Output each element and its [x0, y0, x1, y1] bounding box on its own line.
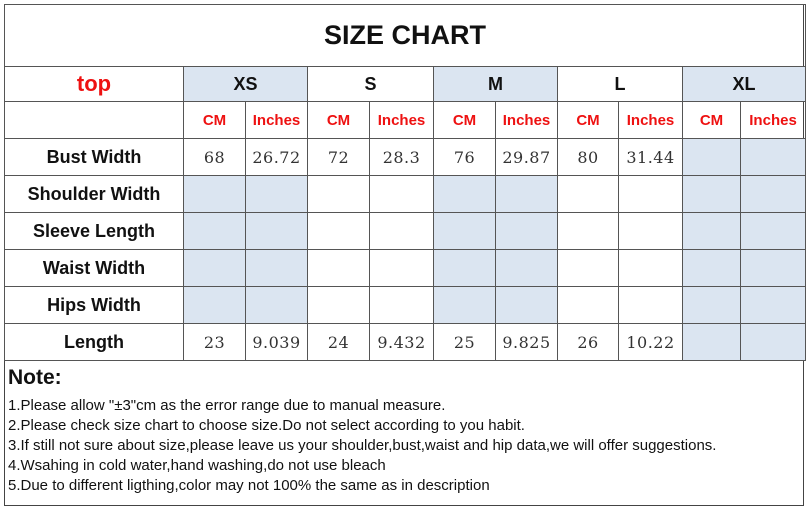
value-cell — [496, 176, 558, 213]
value-cell — [434, 250, 496, 287]
value-cell: 31.44 — [619, 139, 683, 176]
size-header-xs: XS — [184, 67, 308, 102]
unit-cm: CM — [683, 102, 741, 139]
value-cell — [496, 213, 558, 250]
value-cell: 28.3 — [370, 139, 434, 176]
value-cell — [246, 250, 308, 287]
value-cell: 9.432 — [370, 324, 434, 361]
value-cell: 24 — [308, 324, 370, 361]
value-cell — [619, 250, 683, 287]
value-cell: 80 — [558, 139, 619, 176]
unit-cm: CM — [558, 102, 619, 139]
row-label: Length — [5, 324, 184, 361]
value-cell — [184, 176, 246, 213]
value-cell — [741, 139, 806, 176]
value-cell — [496, 287, 558, 324]
unit-cm: CM — [184, 102, 246, 139]
row-label: Bust Width — [5, 139, 184, 176]
row-label: Waist Width — [5, 250, 184, 287]
value-cell — [619, 213, 683, 250]
unit-cm: CM — [308, 102, 370, 139]
unit-inches: Inches — [246, 102, 308, 139]
note-line: 3.If still not sure about size,please leave us your shoulder,bust,waist and hip data,we will offer suggestions. — [8, 437, 717, 454]
value-cell — [558, 213, 619, 250]
unit-cm: CM — [434, 102, 496, 139]
size-header-m: M — [434, 67, 558, 102]
value-cell: 9.825 — [496, 324, 558, 361]
waist-width-row — [5, 250, 806, 287]
value-cell — [370, 176, 434, 213]
value-cell — [184, 287, 246, 324]
unit-inches: Inches — [370, 102, 434, 139]
value-cell — [496, 250, 558, 287]
value-cell — [683, 176, 741, 213]
value-cell: 29.87 — [496, 139, 558, 176]
sleeve-length-row — [5, 213, 806, 250]
value-cell — [246, 176, 308, 213]
value-cell: 68 — [184, 139, 246, 176]
value-cell — [558, 250, 619, 287]
value-cell — [683, 287, 741, 324]
value-cell — [370, 250, 434, 287]
row-label: Shoulder Width — [5, 176, 184, 213]
value-cell — [184, 250, 246, 287]
chart-title: SIZE CHART — [5, 5, 806, 67]
value-cell — [558, 176, 619, 213]
size-header-l: L — [558, 67, 683, 102]
note-line: 1.Please allow "±3"cm as the error range due to manual measure. — [8, 397, 446, 414]
value-cell — [683, 139, 741, 176]
shoulder-width-row — [5, 176, 806, 213]
value-cell: 72 — [308, 139, 370, 176]
value-cell — [434, 176, 496, 213]
value-cell — [370, 287, 434, 324]
value-cell — [370, 213, 434, 250]
value-cell: 26.72 — [246, 139, 308, 176]
value-cell — [683, 250, 741, 287]
value-cell — [184, 213, 246, 250]
unit-inches: Inches — [496, 102, 558, 139]
size-header-s: S — [308, 67, 434, 102]
corner-label: top — [5, 67, 184, 102]
value-cell — [619, 287, 683, 324]
unit-inches: Inches — [619, 102, 683, 139]
value-cell — [619, 176, 683, 213]
value-cell — [308, 213, 370, 250]
value-cell: 23 — [184, 324, 246, 361]
value-cell: 76 — [434, 139, 496, 176]
notes-section — [8, 364, 798, 496]
value-cell: 9.039 — [246, 324, 308, 361]
value-cell — [246, 213, 308, 250]
size-header-xl: XL — [683, 67, 806, 102]
value-cell — [308, 250, 370, 287]
value-cell — [683, 324, 741, 361]
notes-heading: Note: — [8, 366, 62, 389]
note-line: 5.Due to different ligthing,color may not 100% the same as in description — [8, 477, 490, 494]
value-cell: 26 — [558, 324, 619, 361]
value-cell — [308, 287, 370, 324]
size-chart-table — [4, 4, 806, 361]
hips-width-row — [5, 287, 806, 324]
value-cell — [246, 287, 308, 324]
length-row — [5, 324, 806, 361]
value-cell — [434, 287, 496, 324]
value-cell — [683, 213, 741, 250]
value-cell — [434, 213, 496, 250]
value-cell: 10.22 — [619, 324, 683, 361]
value-cell — [741, 287, 806, 324]
value-cell — [741, 250, 806, 287]
note-line: 2.Please check size chart to choose size.Do not select according to you habit. — [8, 417, 525, 434]
row-label: Hips Width — [5, 287, 184, 324]
unit-inches: Inches — [741, 102, 806, 139]
value-cell — [558, 287, 619, 324]
value-cell: 25 — [434, 324, 496, 361]
unit-row-blank — [5, 102, 184, 139]
value-cell — [741, 324, 806, 361]
bust-width-row — [5, 139, 806, 176]
value-cell — [741, 176, 806, 213]
value-cell — [308, 176, 370, 213]
row-label: Sleeve Length — [5, 213, 184, 250]
note-line: 4.Wsahing in cold water,hand washing,do not use bleach — [8, 457, 386, 474]
value-cell — [741, 213, 806, 250]
